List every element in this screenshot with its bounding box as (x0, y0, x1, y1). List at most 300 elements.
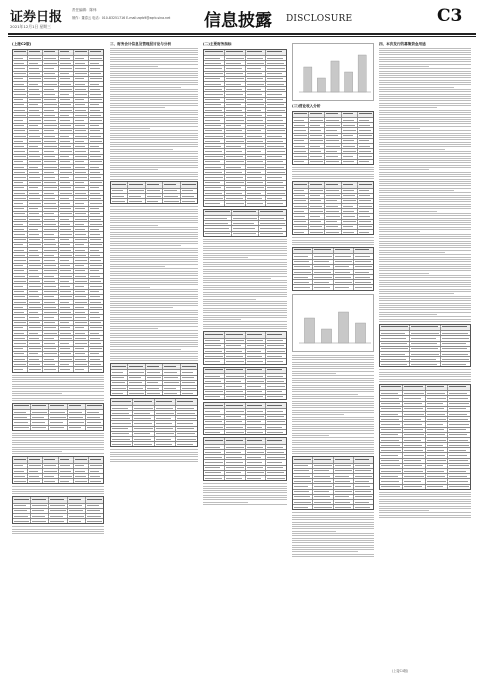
text-line (110, 61, 198, 62)
table-cell (68, 404, 86, 410)
table-cell (89, 108, 103, 112)
table-cell (13, 258, 28, 262)
table-cell (204, 82, 225, 86)
table-cell (43, 274, 58, 278)
table-cell (68, 519, 86, 523)
text-line (379, 517, 471, 518)
text-line (110, 349, 181, 350)
table-cell (246, 374, 267, 378)
table-cell (410, 342, 440, 346)
text-line (12, 491, 104, 492)
table-cell (358, 134, 373, 138)
table-row (111, 442, 197, 446)
text-line (379, 190, 454, 191)
table-cell (74, 144, 89, 148)
text-line (292, 437, 374, 438)
table-cell (89, 479, 103, 483)
text-line (203, 255, 287, 256)
table-cell (358, 112, 373, 118)
table-cell (13, 50, 28, 56)
data-table (292, 111, 374, 165)
table-cell (380, 357, 410, 361)
text-line (379, 89, 471, 90)
text-line (292, 442, 374, 443)
table-cell (43, 295, 58, 299)
table-cell (380, 448, 403, 452)
table-cell (204, 139, 225, 143)
text-line (110, 151, 198, 152)
table-cell (43, 87, 58, 91)
text-line (12, 384, 104, 385)
table-cell (204, 118, 225, 122)
table-cell (28, 217, 43, 221)
table-cell (181, 194, 197, 198)
table-cell (325, 220, 341, 224)
table-cell (163, 386, 180, 390)
table-cell (403, 448, 426, 452)
table-cell (43, 479, 58, 483)
data-table (203, 367, 287, 400)
table-cell (146, 391, 163, 395)
table-cell (43, 181, 58, 185)
table-cell (163, 364, 180, 370)
text-line (203, 315, 287, 316)
table-cell (155, 399, 177, 405)
table-cell (13, 77, 28, 81)
table-cell (74, 56, 89, 60)
table-cell (266, 134, 286, 138)
text-line (379, 98, 471, 99)
table-cell (89, 274, 103, 278)
table-cell (266, 466, 286, 470)
table-cell (266, 108, 286, 112)
text-line (110, 351, 198, 352)
table-cell (43, 82, 58, 86)
table-cell (59, 139, 74, 143)
table-cell (309, 209, 325, 213)
table-cell (426, 464, 449, 468)
table-cell (325, 154, 341, 158)
table-cell (204, 87, 225, 91)
table-cell (309, 154, 325, 158)
table-cell (28, 336, 43, 340)
table-cell (59, 165, 74, 169)
table-cell (403, 385, 426, 391)
table-cell (266, 129, 286, 133)
table-cell (111, 427, 133, 431)
text-line (203, 492, 287, 493)
text-line (379, 374, 471, 375)
table-cell (266, 430, 286, 434)
table-cell (74, 124, 89, 128)
table-cell (246, 354, 267, 358)
text-line (110, 48, 198, 49)
table-cell (43, 144, 58, 148)
table-cell (380, 459, 403, 463)
text-line (203, 321, 287, 322)
table-cell (111, 386, 128, 390)
table-cell (43, 367, 58, 371)
table-cell (43, 232, 58, 236)
table-cell (313, 260, 333, 264)
table-cell (293, 457, 313, 463)
table-cell (86, 514, 103, 518)
text-line (379, 268, 471, 269)
data-table (379, 384, 471, 490)
table-cell (89, 129, 103, 133)
text-line (110, 66, 158, 67)
table-cell (31, 514, 49, 518)
text-line (292, 359, 374, 360)
text-line (203, 486, 287, 487)
table-cell (448, 428, 470, 432)
table-cell (155, 406, 177, 410)
table-cell (325, 112, 341, 118)
table-cell (13, 479, 28, 483)
table-cell (293, 189, 309, 193)
table-cell (133, 411, 155, 415)
text-line (379, 204, 471, 205)
table-cell (89, 279, 103, 283)
table-cell (259, 216, 286, 220)
table-cell (426, 479, 449, 483)
table-cell (74, 139, 89, 143)
table-cell (128, 386, 145, 390)
text-line (292, 547, 374, 548)
table-cell (74, 92, 89, 96)
table-cell (204, 438, 225, 444)
table-cell (59, 357, 74, 361)
table-cell (246, 368, 267, 374)
table-cell (246, 403, 267, 409)
table-cell (13, 347, 28, 351)
table-cell (163, 381, 180, 385)
table-cell (89, 196, 103, 200)
table-cell (28, 264, 43, 268)
table-cell (89, 253, 103, 257)
text-line (12, 375, 104, 376)
table-cell (380, 336, 410, 340)
table-cell (426, 453, 449, 457)
text-line (379, 264, 471, 265)
table-cell (111, 406, 133, 410)
table-cell (43, 92, 58, 96)
data-table (12, 496, 104, 524)
text-line (12, 533, 104, 534)
column-heading: (上接C2版) (12, 42, 32, 46)
table-cell (13, 457, 28, 463)
table-cell (293, 128, 309, 132)
chart-bar (338, 312, 348, 343)
text-line (12, 435, 104, 436)
text-line (203, 490, 287, 491)
text-line (379, 503, 471, 504)
table-cell (28, 367, 43, 371)
table-cell (225, 170, 246, 174)
table-cell (59, 201, 74, 205)
text-line (379, 199, 471, 200)
table-cell (358, 209, 373, 213)
table-cell (68, 410, 86, 414)
table-cell (59, 367, 74, 371)
table-cell (313, 248, 333, 254)
table-cell (266, 165, 286, 169)
text-line (292, 240, 374, 241)
table-cell (342, 214, 358, 218)
table-cell (13, 321, 28, 325)
table-cell (448, 396, 470, 400)
table-cell (441, 352, 470, 356)
text-line (292, 412, 374, 413)
table-cell (13, 56, 28, 60)
table-cell (204, 181, 225, 185)
text-line (110, 156, 198, 157)
table-cell (89, 149, 103, 153)
table-cell (59, 269, 74, 273)
text-line (379, 135, 471, 136)
text-line (379, 275, 471, 276)
text-column-3 (203, 40, 287, 690)
text-line (110, 169, 158, 170)
text-line (379, 227, 471, 228)
text-line (110, 340, 198, 341)
newspaper-logo: 证券日报 (10, 10, 63, 25)
table-cell (293, 182, 309, 188)
table-cell (13, 92, 28, 96)
table-cell (13, 474, 28, 478)
table-cell (380, 453, 403, 457)
text-line (110, 107, 165, 108)
table-cell (441, 331, 470, 335)
table-cell (246, 196, 267, 200)
table-cell (59, 186, 74, 190)
text-line (110, 456, 198, 457)
table-cell (204, 466, 225, 470)
table-cell (342, 204, 358, 208)
text-line (379, 312, 471, 313)
chart-bar (304, 318, 314, 343)
table-cell (181, 364, 197, 370)
table-cell (59, 479, 74, 483)
table-cell (13, 519, 31, 523)
table-cell (246, 438, 267, 444)
table-cell (342, 209, 358, 213)
table-cell (225, 144, 246, 148)
text-line (110, 301, 198, 302)
table-cell (89, 474, 103, 478)
table-cell (380, 474, 403, 478)
text-line (379, 185, 471, 186)
text-line (203, 305, 287, 306)
table-cell (13, 248, 28, 252)
text-line (379, 218, 471, 219)
text-line (110, 278, 198, 279)
table-cell (246, 460, 267, 464)
text-line (110, 71, 198, 72)
table-cell (354, 280, 373, 284)
table-cell (225, 368, 246, 374)
text-line (110, 94, 198, 95)
table-cell (204, 460, 225, 464)
table-cell (13, 410, 31, 414)
data-table (12, 403, 104, 431)
table-cell (111, 182, 128, 188)
table-cell (225, 108, 246, 112)
text-line (110, 248, 198, 249)
table-cell (246, 61, 267, 65)
text-line (110, 289, 198, 290)
table-cell (43, 352, 58, 356)
table-cell (309, 204, 325, 208)
text-line (292, 396, 374, 397)
table-cell (28, 479, 43, 483)
table-cell (246, 181, 267, 185)
table-cell (89, 300, 103, 304)
text-line (110, 245, 181, 246)
table-cell (13, 181, 28, 185)
table-cell (13, 129, 28, 133)
table-cell (89, 61, 103, 65)
table-cell (204, 72, 225, 76)
table-cell (334, 260, 354, 264)
text-line (203, 319, 241, 320)
text-line (110, 312, 198, 313)
text-line (203, 264, 287, 265)
text-line (292, 364, 374, 365)
text-line (110, 236, 198, 237)
table-cell (43, 243, 58, 247)
table-cell (13, 227, 28, 231)
table-cell (358, 139, 373, 143)
text-line (379, 494, 471, 495)
data-table (292, 181, 374, 235)
table-cell (354, 248, 373, 254)
table-cell (403, 428, 426, 432)
text-line (110, 119, 198, 120)
text-line (110, 160, 198, 161)
text-line (203, 303, 287, 304)
table-cell (204, 103, 225, 107)
text-line (110, 68, 198, 69)
text-line (292, 526, 374, 527)
text-line (379, 112, 471, 113)
text-line (110, 454, 198, 455)
table-cell (74, 227, 89, 231)
table-cell (59, 227, 74, 231)
table-cell (204, 175, 225, 179)
contact-line: 制作：董春云 电话：010-83251716 E-mail:zqrb9@zqrb.sina.net (72, 16, 171, 20)
table-cell (246, 155, 267, 159)
table-cell (380, 407, 403, 411)
text-line (110, 96, 198, 97)
table-cell (13, 212, 28, 216)
table-cell (163, 189, 180, 193)
table-cell (86, 497, 103, 503)
table-cell (13, 66, 28, 70)
table-cell (176, 406, 197, 410)
table-cell (59, 457, 74, 463)
text-line (379, 229, 471, 230)
table-cell (448, 412, 470, 416)
table-cell (342, 189, 358, 193)
table-cell (380, 422, 403, 426)
table-row (13, 426, 103, 430)
table-cell (13, 315, 28, 319)
text-line (292, 451, 374, 452)
text-line (110, 218, 198, 219)
text-line (110, 153, 198, 154)
table-cell (246, 201, 267, 205)
text-line (110, 126, 198, 127)
table-cell (266, 415, 286, 419)
table-cell (309, 220, 325, 224)
text-line (292, 428, 374, 429)
table-cell (155, 411, 177, 415)
table-cell (13, 98, 28, 102)
table-cell (28, 186, 43, 190)
table-cell (68, 509, 86, 513)
text-line (110, 114, 198, 115)
text-line (292, 398, 374, 399)
table-cell (259, 221, 286, 225)
text-line (379, 307, 471, 308)
table-cell (204, 191, 225, 195)
text-line (110, 146, 198, 147)
text-line (379, 174, 471, 175)
table-cell (266, 471, 286, 475)
text-line (12, 531, 104, 532)
table-cell (43, 457, 58, 463)
text-line (292, 389, 374, 390)
table-cell (225, 82, 246, 86)
table-cell (246, 471, 267, 475)
table-cell (266, 87, 286, 91)
table-cell (358, 160, 373, 164)
text-line (292, 178, 374, 179)
text-line (203, 499, 287, 500)
table-cell (111, 381, 128, 385)
table-cell (74, 66, 89, 70)
table-cell (28, 82, 43, 86)
table-row (13, 479, 103, 483)
text-line (292, 391, 374, 392)
table-cell (204, 226, 232, 230)
text-line (12, 377, 104, 378)
text-line (292, 533, 374, 534)
table-cell (74, 295, 89, 299)
table-cell (204, 471, 225, 475)
text-line (292, 380, 374, 381)
text-line (292, 421, 374, 422)
text-line (379, 107, 437, 108)
table-cell (354, 254, 373, 258)
table-cell (13, 504, 31, 508)
table-cell (89, 170, 103, 174)
text-column-4 (292, 40, 374, 690)
text-line (292, 556, 374, 557)
text-line (379, 94, 471, 95)
table-cell (89, 352, 103, 356)
table-cell (74, 269, 89, 273)
table-cell (74, 284, 89, 288)
chart-bar (345, 72, 353, 92)
table-cell (266, 332, 286, 338)
table-cell (86, 410, 103, 414)
text-line (110, 250, 198, 251)
table-cell (43, 269, 58, 273)
body-text (203, 483, 287, 504)
table-cell (43, 238, 58, 242)
